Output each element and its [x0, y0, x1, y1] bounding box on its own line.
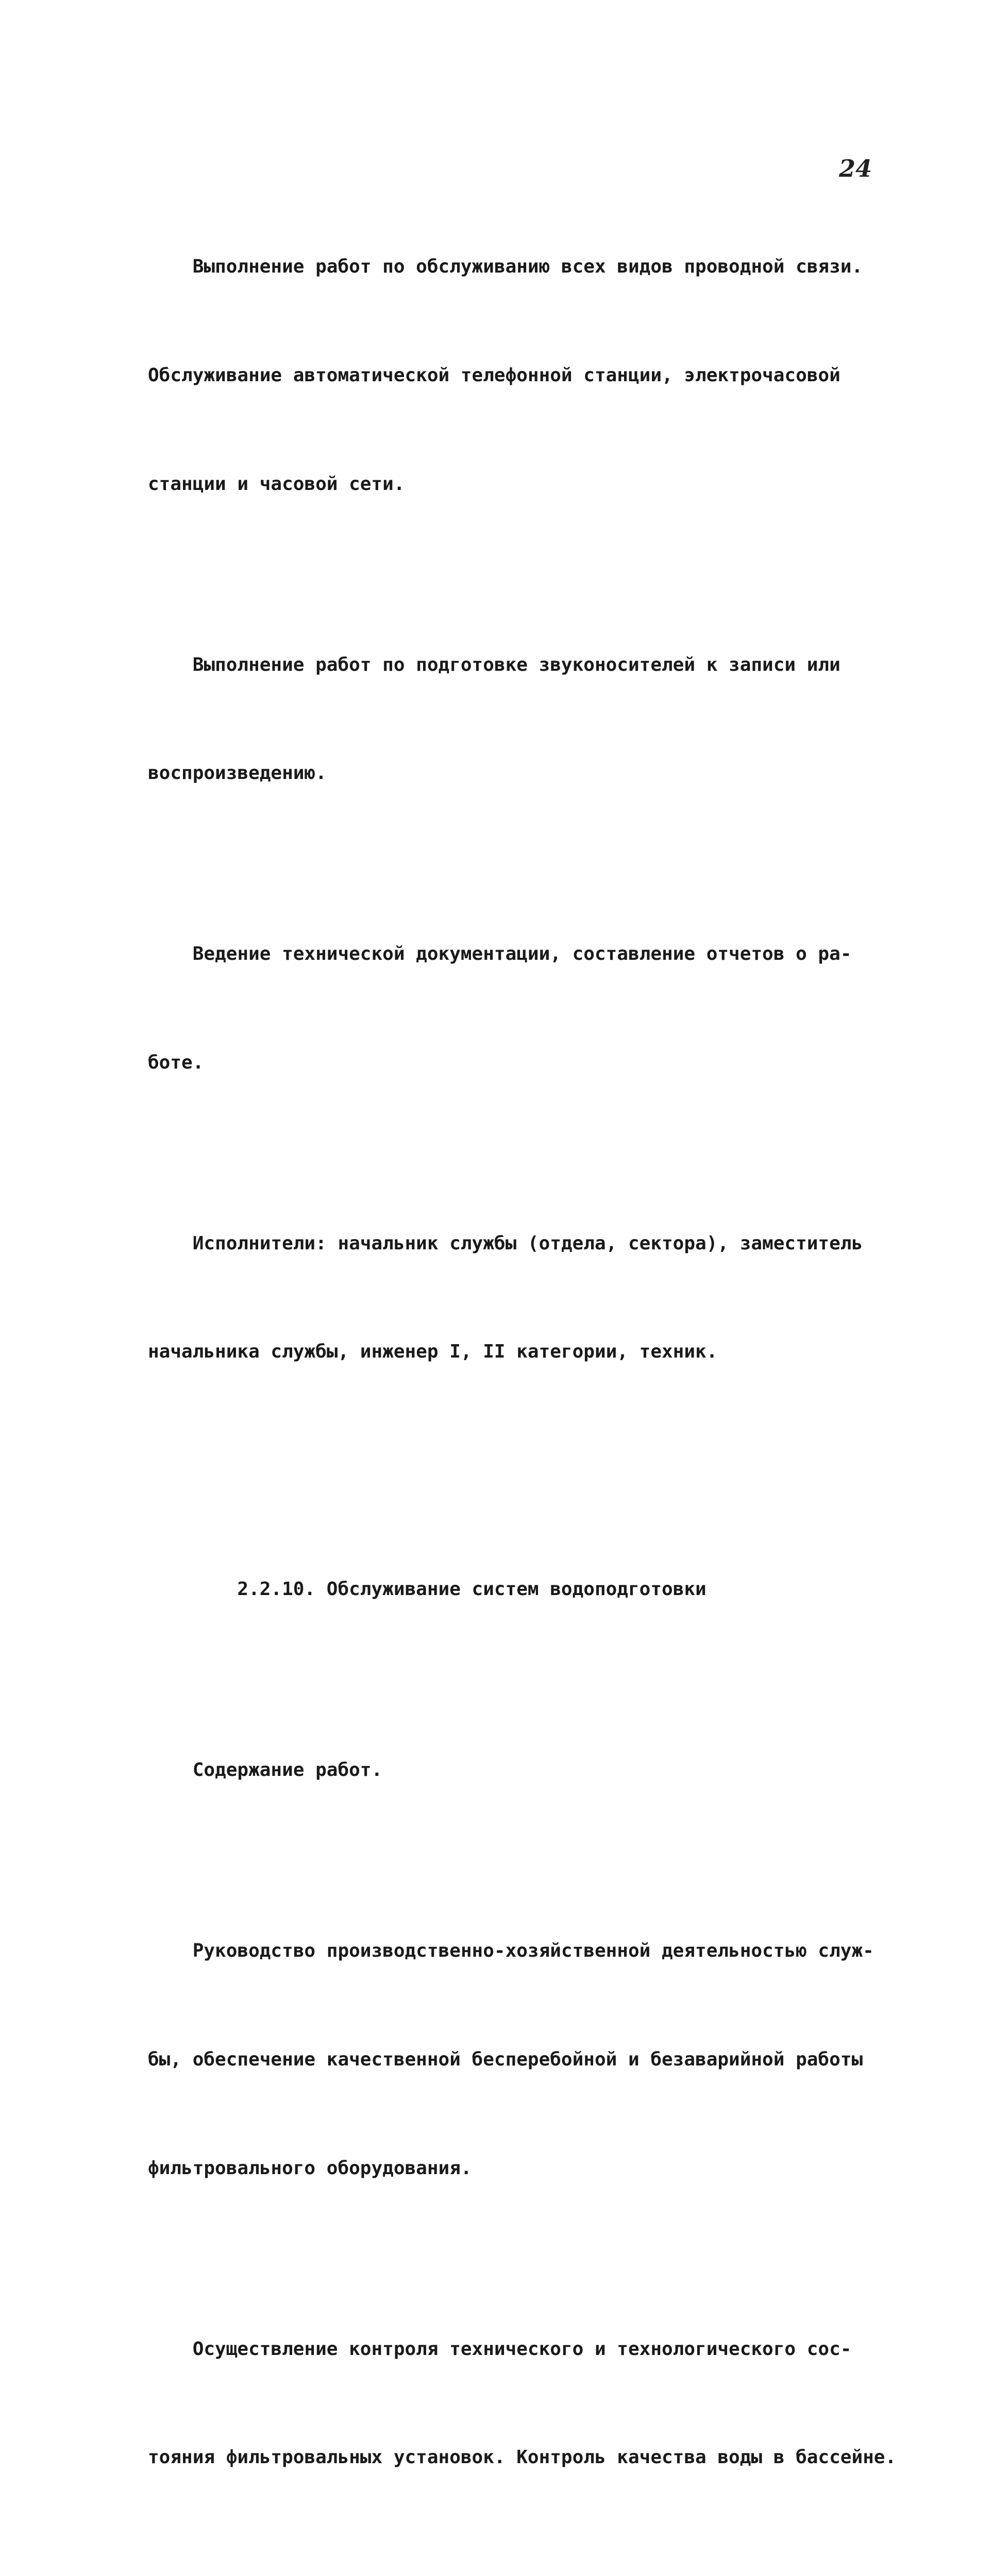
paragraph [148, 864, 880, 1154]
text-line: Осуществление контроля технического и технологического сос- [148, 2338, 852, 2360]
text-line: тояния фильтровальных установок. Контроль качества воды в бассейне. [148, 2447, 897, 2468]
text-line: фильтровального оборудования. [148, 2157, 472, 2179]
text-line: станции и часовой сети. [148, 473, 405, 495]
text-line: воспроизведению. [148, 762, 327, 784]
document-body [148, 177, 897, 2576]
text-line: Содержание работ. [148, 1759, 383, 1781]
text-line: Исполнители: начальник службы (отдела, сектора), заместитель [148, 1232, 863, 1254]
text-line: боте. [148, 1052, 204, 1073]
text-line: начальника службы, инженер I, II категории, техник. [148, 1341, 718, 1363]
text-line: Выполнение работ по обслуживанию всех видов проводной связи. [148, 256, 863, 278]
section-heading [148, 1499, 880, 1680]
text-line: Ведение технической документации, составление отчетов о ра- [148, 943, 852, 965]
section-gap [148, 1443, 880, 1499]
paragraph [148, 2259, 897, 2548]
heading-line: 2.2.10. Обслуживание систем водоподготовки [148, 1579, 707, 1600]
text-line: бы, обеспечение качественной бесперебойной и безаварийной работы [148, 2048, 863, 2070]
paragraph [148, 177, 880, 574]
paragraph [148, 1153, 880, 1443]
text-line: Руководство производственно-хозяйственной деятельностью служ- [148, 1940, 874, 1962]
page-number: 24 [839, 155, 872, 182]
text-line: Выполнение работ по подготовке звуконосителей к записи или [148, 654, 840, 675]
text-line: Обслуживание автоматической телефонной станции, электрочасовой [148, 365, 840, 386]
paragraph [148, 1680, 880, 1861]
paragraph [148, 1861, 880, 2259]
paragraph [148, 2548, 880, 2576]
paragraph [148, 574, 880, 864]
